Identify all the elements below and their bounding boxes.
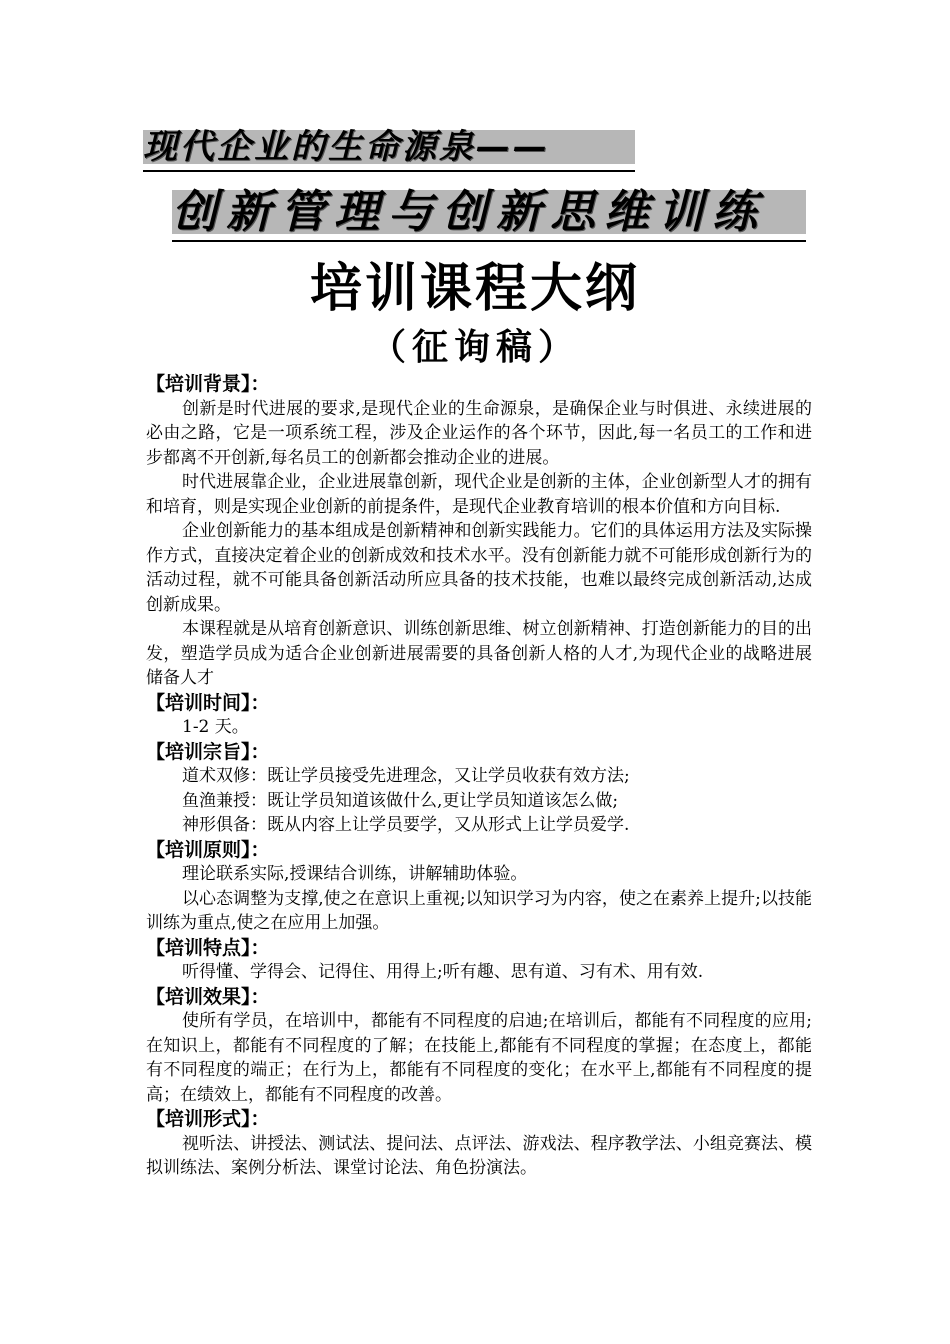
principle-paragraph: 以心态调整为支撑,使之在意识上重视;以知识学习为内容，使之在素养上提升;以技能训练为重点,使之在应用上加强。 (146, 888, 812, 933)
section-heading-background: 【培训背景】： (146, 373, 270, 395)
section-heading-principle: 【培训原则】： (146, 838, 270, 861)
background-paragraph: 本课程就是从培育创新意识、训练创新思维、树立创新精神、打造创新能力的目的出发，塑造学员成为适合企业创新进展需要的具备创新人格的人才,为现代企业的战略进展储备人才 (146, 619, 812, 688)
purpose-item: 鱼渔兼授：既让学员知道该做什么,更让学员知道该怎么做; (182, 790, 619, 811)
purpose-item: 神形俱备：既从内容上让学员要学，又从形式上让学员爱学. (182, 815, 630, 835)
section-heading-time: 【培训时间】： (146, 691, 270, 714)
background-paragraph: 企业创新能力的基本组成是创新精神和创新实践能力。它们的具体运用方法及实际操作方式，直接决定着企业的创新成效和技术水平。没有创新能力就不可能形成创新行为的活动过程，就不可能具备创新活动所应具备的技术技能，也难以最终完成创新活动,达成创新成果。 (146, 521, 812, 615)
effect-paragraph: 使所有学员，在培训中，都能有不同程度的启迪;在培训后，都能有不同程度的应用;在知识上，都能有不同程度的了解；在技能上,都能有不同程度的掌握；在态度上，都能有不同程度的端正；在行为上，都能有不同程度的变化；在水平上,都能有不同程度的提高；在绩效上，都能有不同程度的改善。 (146, 1011, 812, 1105)
background-paragraph: 创新是时代进展的要求,是现代企业的生命源泉，是确保企业与时俱进、永续进展的必由之路，它是一项系统工程，涉及企业运作的各个环节，因此,每一名员工的工作和进步都离不开创新,每名员工的创新都会推动企业的进展。 (146, 398, 812, 468)
time-text: 1-2 天。 (182, 717, 249, 737)
principle-paragraph: 理论联系实际,授课结合训练，讲解辅助体验。 (182, 864, 528, 884)
subtitle-banner: 现代企业的生命源泉—— (143, 124, 635, 172)
section-heading-purpose: 【培训宗旨】： (146, 740, 270, 763)
purpose-item: 道术双修：既让学员接受先进理念，又让学员收获有效方法; (182, 766, 630, 786)
section-heading-effect: 【培训效果】： (146, 985, 270, 1008)
format-paragraph: 视听法、讲授法、测试法、提问法、点评法、游戏法、程序教学法、小组竞赛法、模拟训练法、案例分析法、课堂讨论法、角色扮演法。 (146, 1133, 812, 1178)
document-body (146, 372, 812, 1181)
section-heading-features: 【培训特点】： (146, 936, 270, 959)
background-paragraph: 时代进展靠企业，企业进展靠创新，现代企业是创新的主体，企业创新型人才的拥有和培育，则是实现企业创新的前提条件，是现代企业教育培训的根本价值和方向目标. (146, 472, 812, 517)
features-text: 听得懂、学得会、记得住、用得上;听有趣、思有道、习有术、用有效. (182, 962, 704, 982)
draft-note: （征询稿） (369, 327, 580, 368)
document-title: 培训课程大纲 (309, 259, 640, 319)
section-heading-format: 【培训形式】： (146, 1108, 270, 1130)
main-title-banner: 创新管理与创新思维训练 (172, 184, 806, 242)
